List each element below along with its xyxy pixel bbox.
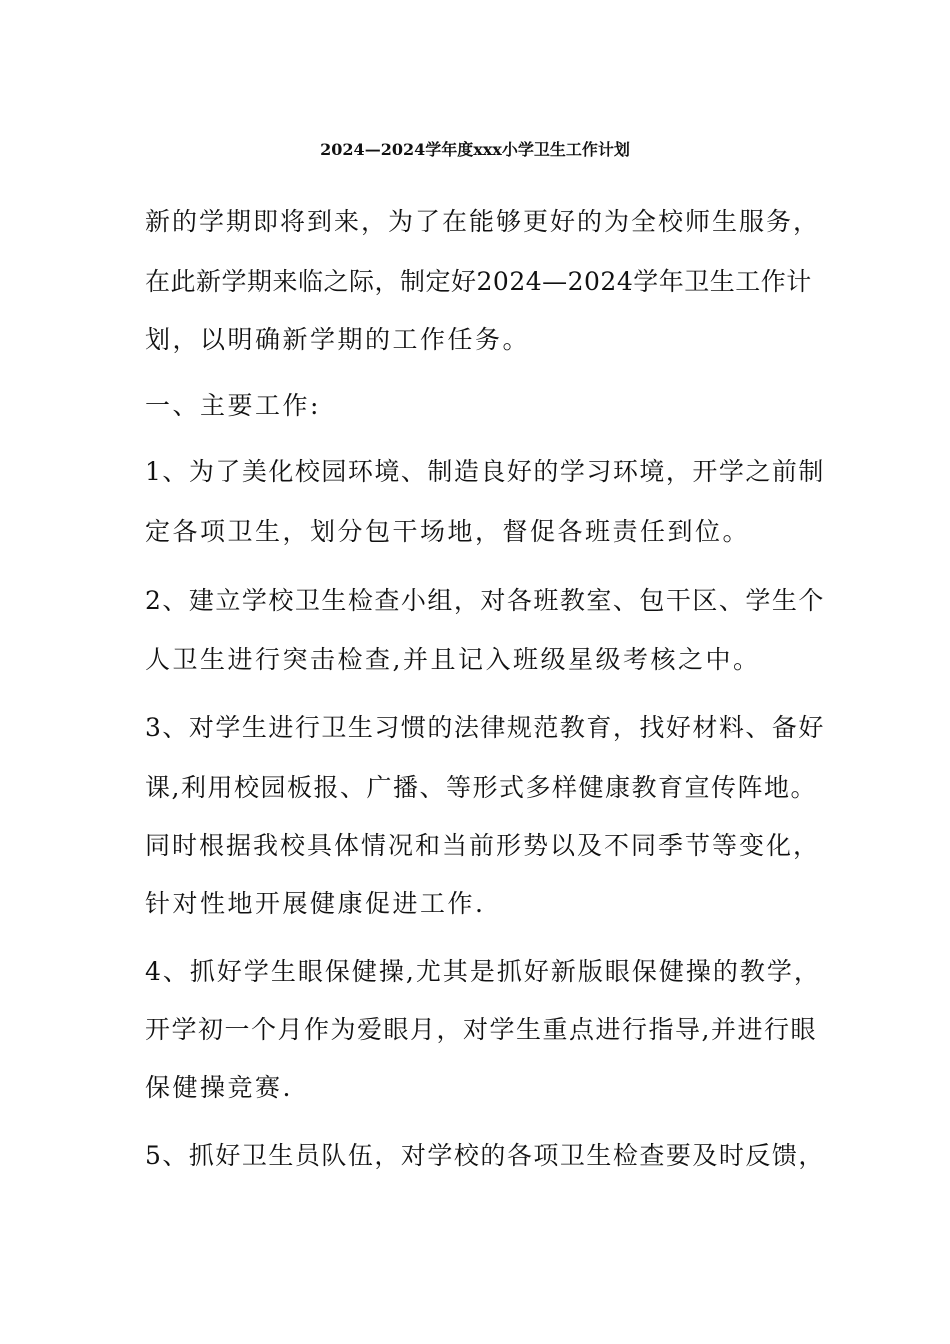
item-4-line-1: 4、抓好学生眼保健操,尤其是抓好新版眼保健操的教学， bbox=[145, 957, 821, 986]
item-3-line-2: 课,利用校园板报、广播、等形式多样健康教育宣传阵地。 bbox=[145, 773, 817, 802]
item-1-line-2: 定各项卫生，划分包干场地，督促各班责任到位。 bbox=[145, 517, 751, 546]
item-1-line-1: 1、为了美化校园环境、制造良好的学习环境，开学之前制 bbox=[145, 457, 825, 486]
item-4-line-3: 保健操竞赛. bbox=[145, 1073, 293, 1102]
section-heading-main-work: 一、主要工作: bbox=[145, 391, 321, 420]
item-3-line-3: 同时根据我校具体情况和当前形势以及不同季节等变化， bbox=[145, 831, 821, 860]
document-title: 2024—2024学年度xxx小学卫生工作计划 bbox=[320, 140, 630, 159]
paragraph-intro-line-1: 新的学期即将到来，为了在能够更好的为全校师生服务， bbox=[145, 207, 821, 236]
item-3-line-1: 3、对学生进行卫生习惯的法律规范教育，找好材料、备好 bbox=[145, 713, 825, 742]
item-2-line-1: 2、建立学校卫生检查小组，对各班教室、包干区、学生个 bbox=[145, 586, 825, 615]
paragraph-intro-line-3: 划，以明确新学期的工作任务。 bbox=[145, 325, 531, 354]
item-3-line-4: 针对性地开展健康促进工作. bbox=[145, 889, 486, 918]
item-4-line-2: 开学初一个月作为爱眼月，对学生重点进行指导,并进行眼 bbox=[145, 1015, 817, 1044]
item-2-line-2: 人卫生进行突击检查,并且记入班级星级考核之中。 bbox=[145, 645, 761, 674]
item-5-line-1: 5、抓好卫生员队伍，对学校的各项卫生检查要及时反馈， bbox=[145, 1141, 825, 1170]
paragraph-intro-line-2: 在此新学期来临之际，制定好2024—2024学年卫生工作计 bbox=[145, 267, 812, 296]
